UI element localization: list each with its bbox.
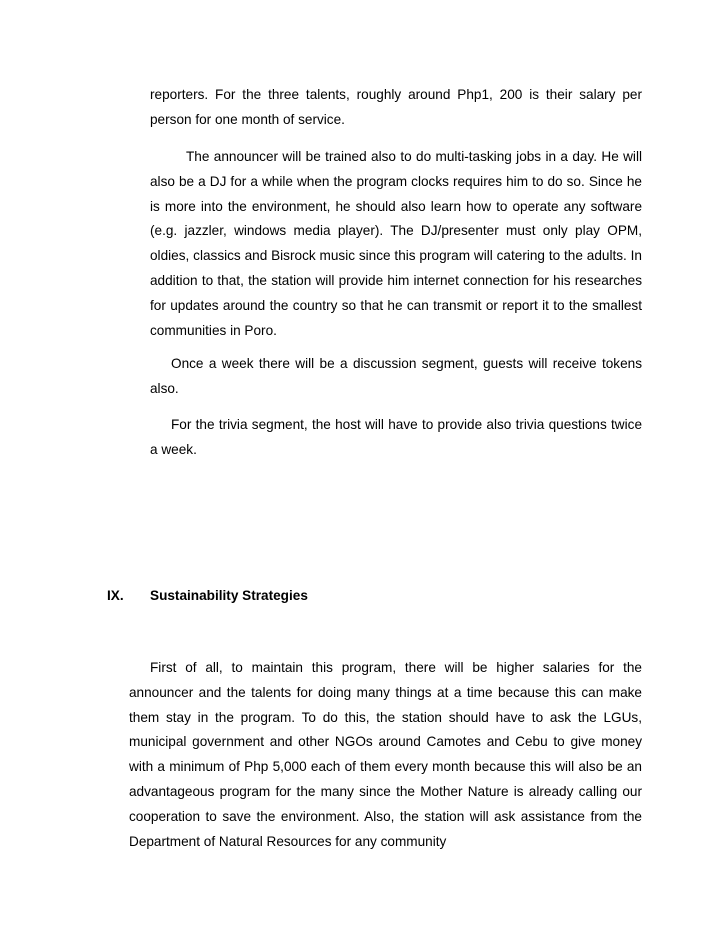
continuation-paragraph: reporters. For the three talents, roughly around Php1, 200 is their salary per person for one month of service.: [150, 87, 642, 127]
section-number: IX.: [107, 588, 124, 603]
sustainability-paragraph: First of all, to maintain this program, there will be higher salaries for the announcer and the talents for doing many things at a time because this can make them stay in the program. To do this, the station should have to ask the LGUs, municipal government and other NGOs around Camotes and Cebu to give money with a minimum of Php 5,000 each of them every month because this will also be an advantageous program for the many since the Mother Nature is already calling our cooperation to save the environment. Also, the station will ask assistance from the Department of Natural Resources for any community: [129, 660, 642, 849]
section-title: Sustainability Strategies: [150, 588, 308, 603]
trivia-paragraph: For the trivia segment, the host will have to provide also trivia questions twice a week.: [150, 417, 642, 457]
discussion-paragraph: Once a week there will be a discussion segment, guests will receive tokens also.: [150, 356, 642, 396]
announcer-paragraph: The announcer will be trained also to do multi-tasking jobs in a day. He will also be a DJ for a while when the program clocks requires him to do so. Since he is more into the environment, he should also learn how to operate any software (e.g. jazzler, windows media player). The DJ/presenter must only play OPM, oldies, classics and Bisrock music since this program will catering to the adults. In addition to that, the station will provide him internet connection for his researches for updates around the country so that he can transmit or report it to the smallest communities in Poro.: [150, 149, 642, 338]
